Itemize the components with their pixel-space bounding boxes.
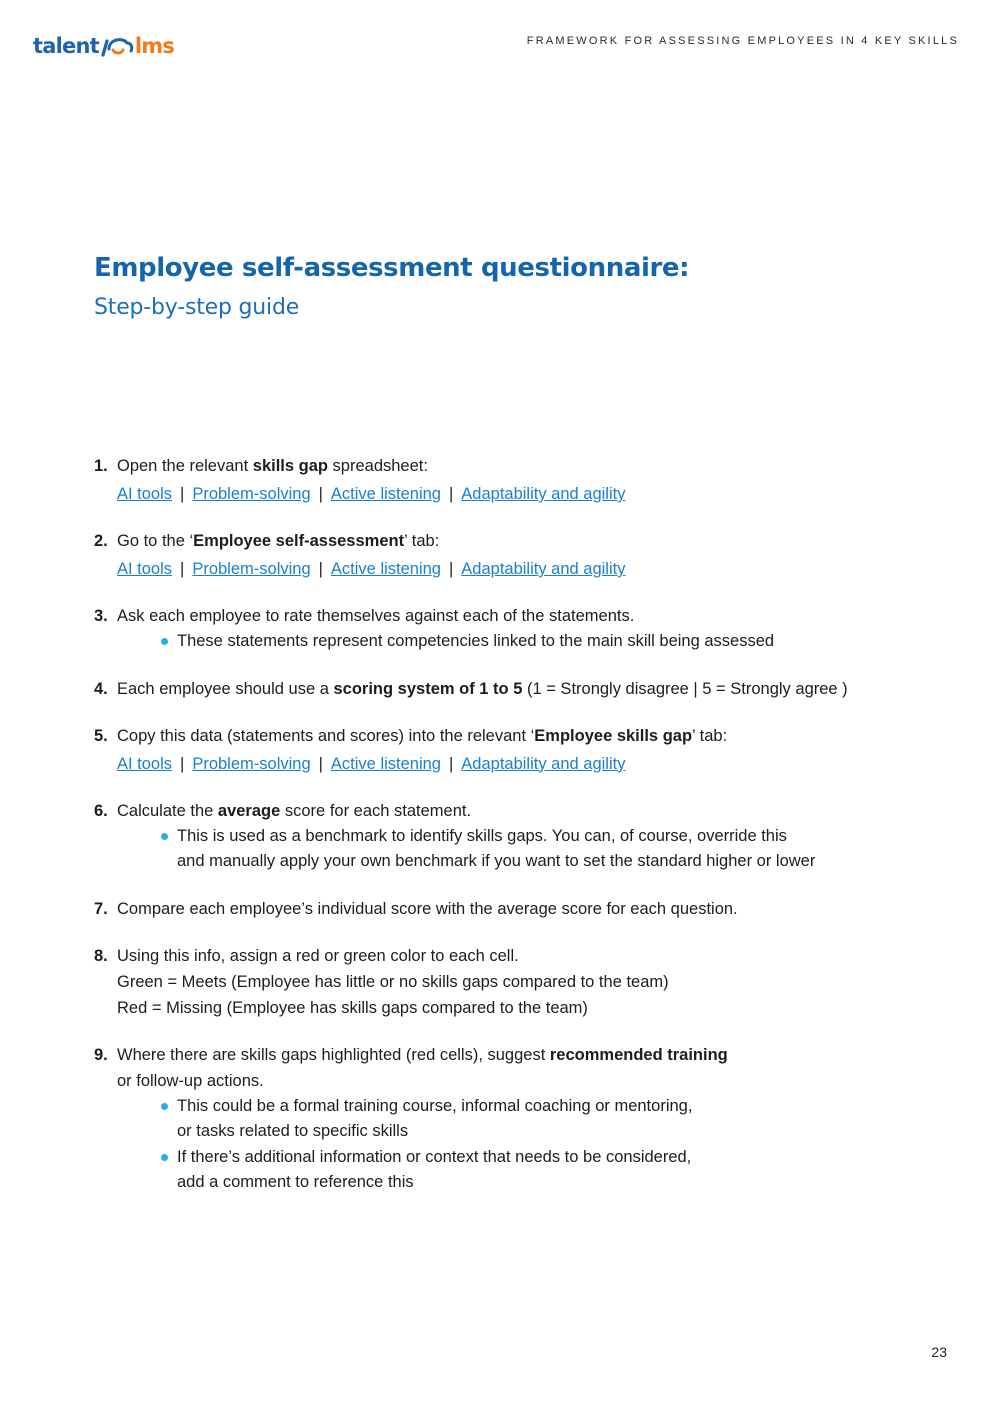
bullet-item: [160, 1094, 954, 1145]
step-text-red-meaning: Red = Missing (Employee has skills gaps compared to the team): [117, 998, 588, 1017]
step-text: Calculate the: [117, 801, 218, 820]
step-number: 8.: [94, 946, 108, 965]
step-text-bold: scoring system of 1 to 5: [333, 679, 523, 698]
step-8-line: [94, 943, 954, 969]
link-adaptability-and-agility[interactable]: Adaptability and agility: [461, 560, 626, 578]
step-text-bold: average: [217, 801, 281, 820]
step-9-bullets: [94, 1094, 954, 1196]
step-5-line: [94, 723, 954, 749]
link-separator: |: [448, 754, 454, 773]
step-text: Each employee should use a: [117, 679, 334, 698]
step-text: Open the relevant: [117, 457, 253, 475]
bullet-text: This could be a formal training course, informal coaching or mentoring,: [177, 1096, 693, 1115]
link-problem-solving[interactable]: Problem-solving: [192, 560, 311, 578]
bullet-text: or tasks related to specific skills: [177, 1122, 409, 1140]
link-separator: |: [448, 560, 454, 578]
link-active-listening[interactable]: Active listening: [330, 560, 441, 578]
step-7-line: [94, 896, 954, 922]
step-6-bullets: [94, 824, 954, 875]
bullet-text: If there’s additional information or context that needs to be considered,: [177, 1147, 692, 1166]
talentlms-logo[interactable]: [33, 32, 174, 60]
link-problem-solving[interactable]: Problem-solving: [192, 754, 311, 773]
step-text: ’ tab:: [404, 532, 440, 550]
step-text: spreadsheet:: [327, 457, 428, 475]
page-title: Employee self-assessment questionnaire:: [94, 253, 690, 283]
link-separator: |: [180, 485, 185, 503]
link-separator: |: [318, 754, 323, 773]
step-text: ’ tab:: [692, 726, 728, 745]
page-number: 23: [931, 1344, 947, 1360]
step-number: 2.: [94, 532, 108, 550]
step-text: Compare each employee’s individual score with the average score for each question.: [117, 899, 738, 918]
document-header-title: FRAMEWORK FOR ASSESSING EMPLOYEES IN 4 KEY SKILLS: [526, 35, 959, 47]
skills-gap-links: [94, 751, 954, 777]
step-text-green-meaning: Green = Meets (Employee has little or no skills gaps compared to the team): [117, 972, 669, 991]
link-adaptability-and-agility[interactable]: Adaptability and agility: [461, 485, 626, 503]
step-4: [94, 676, 954, 702]
bullet-text: and manually apply your own benchmark if you want to set the standard higher or lower: [177, 852, 816, 870]
link-problem-solving[interactable]: Problem-solving: [192, 485, 311, 503]
step-text: or follow-up actions.: [117, 1071, 264, 1090]
bullet-dot-icon: [161, 1103, 168, 1110]
step-number: 9.: [94, 1045, 108, 1064]
step-3-line: [94, 603, 954, 629]
bullet-item: [160, 629, 954, 655]
bullet-item: [160, 1145, 954, 1196]
link-separator: |: [318, 560, 323, 578]
bullet-dot-icon: [161, 833, 168, 840]
logo-text-lms: lms: [134, 34, 175, 58]
step-text-bold: Employee skills gap: [534, 726, 693, 745]
step-number: 7.: [94, 899, 108, 918]
step-number: 5.: [94, 726, 108, 745]
bullet-dot-icon: [161, 638, 168, 645]
step-7: [94, 896, 954, 922]
step-text: Ask each employee to rate themselves against each of the statements.: [117, 607, 635, 625]
step-text: Using this info, assign a red or green color to each cell.: [117, 946, 519, 965]
step-text: (1 = Strongly disagree | 5 = Strongly agree ): [522, 679, 848, 698]
step-text-bold: skills gap: [252, 457, 328, 475]
step-4-line: [94, 676, 954, 702]
step-1: [94, 453, 954, 507]
link-ai-tools[interactable]: AI tools: [117, 560, 173, 578]
link-ai-tools[interactable]: AI tools: [117, 485, 173, 503]
bullet-item: [160, 824, 954, 875]
step-text: Go to the ‘: [117, 532, 194, 550]
cloud-smile-icon: [100, 34, 134, 58]
page-subtitle: Step-by-step guide: [94, 295, 300, 320]
bullet-text: This is used as a benchmark to identify skills gaps. You can, of course, override this: [177, 826, 787, 845]
step-9-line: [94, 1042, 954, 1068]
link-ai-tools[interactable]: AI tools: [117, 754, 173, 773]
link-adaptability-and-agility[interactable]: Adaptability and agility: [461, 754, 626, 773]
step-5: [94, 723, 954, 777]
bullet-text: These statements represent competencies linked to the main skill being assessed: [177, 632, 775, 650]
step-2: [94, 528, 954, 582]
link-active-listening[interactable]: Active listening: [330, 485, 441, 503]
bullet-text: add a comment to reference this: [177, 1173, 414, 1191]
link-separator: |: [318, 485, 323, 503]
step-1-line: [94, 453, 954, 479]
logo-text-talent: talent: [33, 34, 99, 58]
link-separator: |: [180, 560, 185, 578]
step-8: [94, 943, 954, 1021]
step-6: [94, 798, 954, 875]
link-active-listening[interactable]: Active listening: [330, 754, 441, 773]
link-separator: |: [180, 754, 185, 773]
bullet-dot-icon: [161, 1154, 168, 1161]
step-text-bold: recommended training: [549, 1045, 728, 1064]
step-6-line: [94, 798, 954, 824]
step-text: Where there are skills gaps highlighted (red cells), suggest: [117, 1045, 550, 1064]
step-2-line: [94, 528, 954, 554]
step-text-bold: Employee self-assessment: [193, 532, 405, 550]
steps-list: [94, 453, 954, 1217]
link-separator: |: [448, 485, 454, 503]
self-assessment-links: [94, 556, 954, 582]
step-9: [94, 1042, 954, 1196]
step-number: 3.: [94, 607, 108, 625]
step-text: Copy this data (statements and scores) into the relevant ‘: [117, 726, 535, 745]
step-text: score for each statement.: [280, 801, 472, 820]
step-3: [94, 603, 954, 655]
spreadsheet-links: [94, 481, 954, 507]
step-number: 1.: [94, 457, 108, 475]
step-number: 4.: [94, 679, 108, 698]
step-number: 6.: [94, 801, 108, 820]
step-3-bullets: [94, 629, 954, 655]
